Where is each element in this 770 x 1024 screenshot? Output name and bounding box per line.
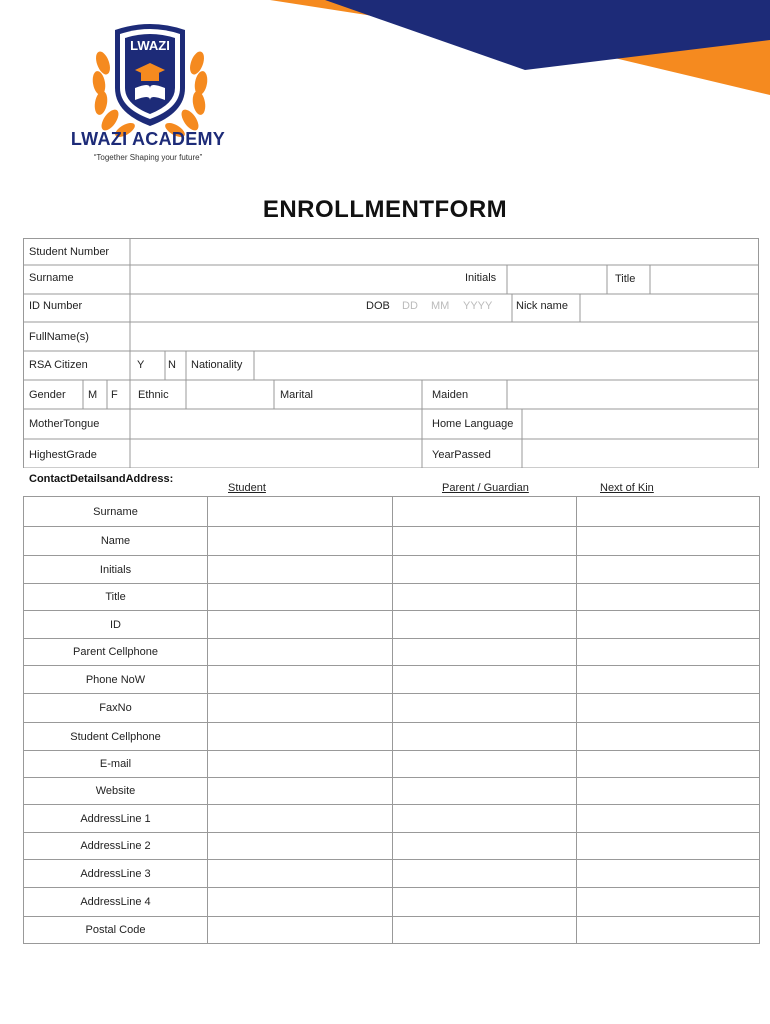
title-field[interactable] bbox=[651, 266, 757, 292]
kin-cell[interactable] bbox=[577, 778, 760, 805]
surname-field[interactable] bbox=[131, 266, 506, 292]
title-label: Title bbox=[615, 273, 636, 285]
row-label: Name bbox=[24, 527, 208, 556]
table-row bbox=[24, 584, 760, 611]
table-row bbox=[24, 751, 760, 778]
parent-cell[interactable] bbox=[393, 497, 577, 527]
kin-cell[interactable] bbox=[577, 860, 760, 888]
parent-cell[interactable] bbox=[393, 527, 577, 556]
parent-cell[interactable] bbox=[393, 584, 577, 611]
rsa-yes-option[interactable]: Y bbox=[137, 359, 145, 371]
maiden-label: Maiden bbox=[432, 389, 469, 401]
home-language-field[interactable] bbox=[523, 411, 758, 438]
student-cell[interactable] bbox=[208, 611, 393, 639]
kin-cell[interactable] bbox=[577, 584, 760, 611]
student-cell[interactable] bbox=[208, 860, 393, 888]
row-label: AddressLine 1 bbox=[24, 805, 208, 833]
student-cell[interactable] bbox=[208, 833, 393, 860]
column-student: Student bbox=[228, 482, 266, 494]
full-names-field[interactable] bbox=[131, 323, 758, 349]
initials-label: Initials bbox=[465, 272, 497, 284]
ethnic-field[interactable] bbox=[188, 382, 273, 408]
table-row bbox=[24, 527, 760, 556]
parent-cell[interactable] bbox=[393, 666, 577, 694]
kin-cell[interactable] bbox=[577, 666, 760, 694]
student-number-field[interactable] bbox=[131, 240, 758, 264]
parent-cell[interactable] bbox=[393, 860, 577, 888]
id-number-field[interactable] bbox=[131, 295, 356, 320]
table-row bbox=[24, 611, 760, 639]
initials-field[interactable] bbox=[508, 266, 606, 292]
column-next-of-kin: Next of Kin bbox=[600, 482, 654, 494]
student-cell[interactable] bbox=[208, 723, 393, 751]
student-cell[interactable] bbox=[208, 805, 393, 833]
row-label: Surname bbox=[24, 497, 208, 527]
year-passed-field[interactable] bbox=[523, 441, 758, 467]
row-label: E-mail bbox=[24, 751, 208, 778]
marital-label: Marital bbox=[280, 389, 314, 401]
parent-cell[interactable] bbox=[393, 639, 577, 666]
parent-cell[interactable] bbox=[393, 694, 577, 723]
table-row bbox=[24, 556, 760, 584]
row-label: Postal Code bbox=[24, 917, 208, 944]
student-cell[interactable] bbox=[208, 751, 393, 778]
kin-cell[interactable] bbox=[577, 556, 760, 584]
gender-female-option[interactable]: F bbox=[111, 389, 118, 401]
marital-field[interactable] bbox=[324, 382, 421, 408]
brand-name: LWAZI ACADEMY bbox=[70, 129, 226, 149]
parent-cell[interactable] bbox=[393, 611, 577, 639]
kin-cell[interactable] bbox=[577, 694, 760, 723]
table-row bbox=[24, 833, 760, 860]
surname-label: Surname bbox=[29, 272, 74, 284]
kin-cell[interactable] bbox=[577, 497, 760, 527]
kin-cell[interactable] bbox=[577, 527, 760, 556]
student-cell[interactable] bbox=[208, 778, 393, 805]
student-cell[interactable] bbox=[208, 694, 393, 723]
parent-cell[interactable] bbox=[393, 751, 577, 778]
table-row bbox=[24, 723, 760, 751]
table-row bbox=[24, 694, 760, 723]
dob-year-field[interactable]: YYYY bbox=[463, 300, 493, 312]
nationality-label: Nationality bbox=[191, 359, 243, 371]
full-names-label: FullName(s) bbox=[29, 331, 89, 343]
kin-cell[interactable] bbox=[577, 805, 760, 833]
row-label: ID bbox=[24, 611, 208, 639]
gender-label: Gender bbox=[29, 389, 66, 401]
student-cell[interactable] bbox=[208, 639, 393, 666]
parent-cell[interactable] bbox=[393, 805, 577, 833]
nick-name-label: Nick name bbox=[516, 300, 568, 312]
row-label: AddressLine 3 bbox=[24, 860, 208, 888]
nationality-field[interactable] bbox=[256, 352, 758, 379]
table-row bbox=[24, 888, 760, 917]
kin-cell[interactable] bbox=[577, 751, 760, 778]
gender-male-option[interactable]: M bbox=[88, 389, 98, 401]
student-number-label: Student Number bbox=[29, 246, 110, 258]
parent-cell[interactable] bbox=[393, 888, 577, 917]
column-parent-guardian: Parent / Guardian bbox=[442, 482, 529, 494]
table-row bbox=[24, 860, 760, 888]
row-label: Title bbox=[24, 584, 208, 611]
student-cell[interactable] bbox=[208, 527, 393, 556]
contact-section-label: ContactDetailsandAddress: bbox=[29, 473, 174, 485]
contact-table bbox=[23, 496, 760, 944]
row-label: FaxNo bbox=[24, 694, 208, 723]
table-row bbox=[24, 917, 760, 944]
kin-cell[interactable] bbox=[577, 723, 760, 751]
kin-cell[interactable] bbox=[577, 611, 760, 639]
rsa-no-option[interactable]: N bbox=[168, 359, 176, 371]
row-label: AddressLine 2 bbox=[24, 833, 208, 860]
dob-day-field[interactable]: DD bbox=[402, 300, 418, 312]
row-label: Website bbox=[24, 778, 208, 805]
student-cell[interactable] bbox=[208, 666, 393, 694]
table-row bbox=[24, 666, 760, 694]
student-cell[interactable] bbox=[208, 497, 393, 527]
student-cell[interactable] bbox=[208, 917, 393, 944]
student-cell[interactable] bbox=[208, 888, 393, 917]
parent-cell[interactable] bbox=[393, 917, 577, 944]
highest-grade-field[interactable] bbox=[131, 441, 421, 467]
dob-month-field[interactable]: MM bbox=[431, 300, 450, 312]
table-row bbox=[24, 497, 760, 527]
row-label: Student Cellphone bbox=[24, 723, 208, 751]
maiden-field[interactable] bbox=[509, 382, 758, 408]
logo-text: LWAZI bbox=[130, 38, 170, 53]
table-row bbox=[24, 778, 760, 805]
form-title: ENROLLMENTFORM bbox=[262, 196, 508, 223]
parent-cell[interactable] bbox=[393, 778, 577, 805]
student-cell[interactable] bbox=[208, 556, 393, 584]
kin-cell[interactable] bbox=[577, 833, 760, 860]
nick-name-field[interactable] bbox=[581, 295, 757, 320]
tagline: “Together Shaping your future” bbox=[93, 153, 203, 162]
year-passed-label: YearPassed bbox=[432, 449, 491, 461]
row-label: Phone NoW bbox=[24, 666, 208, 694]
kin-cell[interactable] bbox=[577, 639, 760, 666]
row-label: Initials bbox=[24, 556, 208, 584]
row-label: AddressLine 4 bbox=[24, 888, 208, 917]
kin-cell[interactable] bbox=[577, 917, 760, 944]
mother-tongue-field[interactable] bbox=[131, 411, 421, 438]
parent-cell[interactable] bbox=[393, 833, 577, 860]
highest-grade-label: HighestGrade bbox=[29, 449, 97, 461]
student-cell[interactable] bbox=[208, 584, 393, 611]
kin-cell[interactable] bbox=[577, 888, 760, 917]
mother-tongue-label: MotherTongue bbox=[29, 418, 100, 430]
parent-cell[interactable] bbox=[393, 556, 577, 584]
id-number-label: ID Number bbox=[29, 300, 83, 312]
ethnic-label: Ethnic bbox=[138, 389, 169, 401]
home-language-label: Home Language bbox=[432, 418, 514, 430]
table-row bbox=[24, 639, 760, 666]
rsa-citizen-label: RSA Citizen bbox=[29, 359, 88, 371]
parent-cell[interactable] bbox=[393, 723, 577, 751]
row-label: Parent Cellphone bbox=[24, 639, 208, 666]
dob-label: DOB bbox=[366, 300, 390, 312]
table-row bbox=[24, 805, 760, 833]
